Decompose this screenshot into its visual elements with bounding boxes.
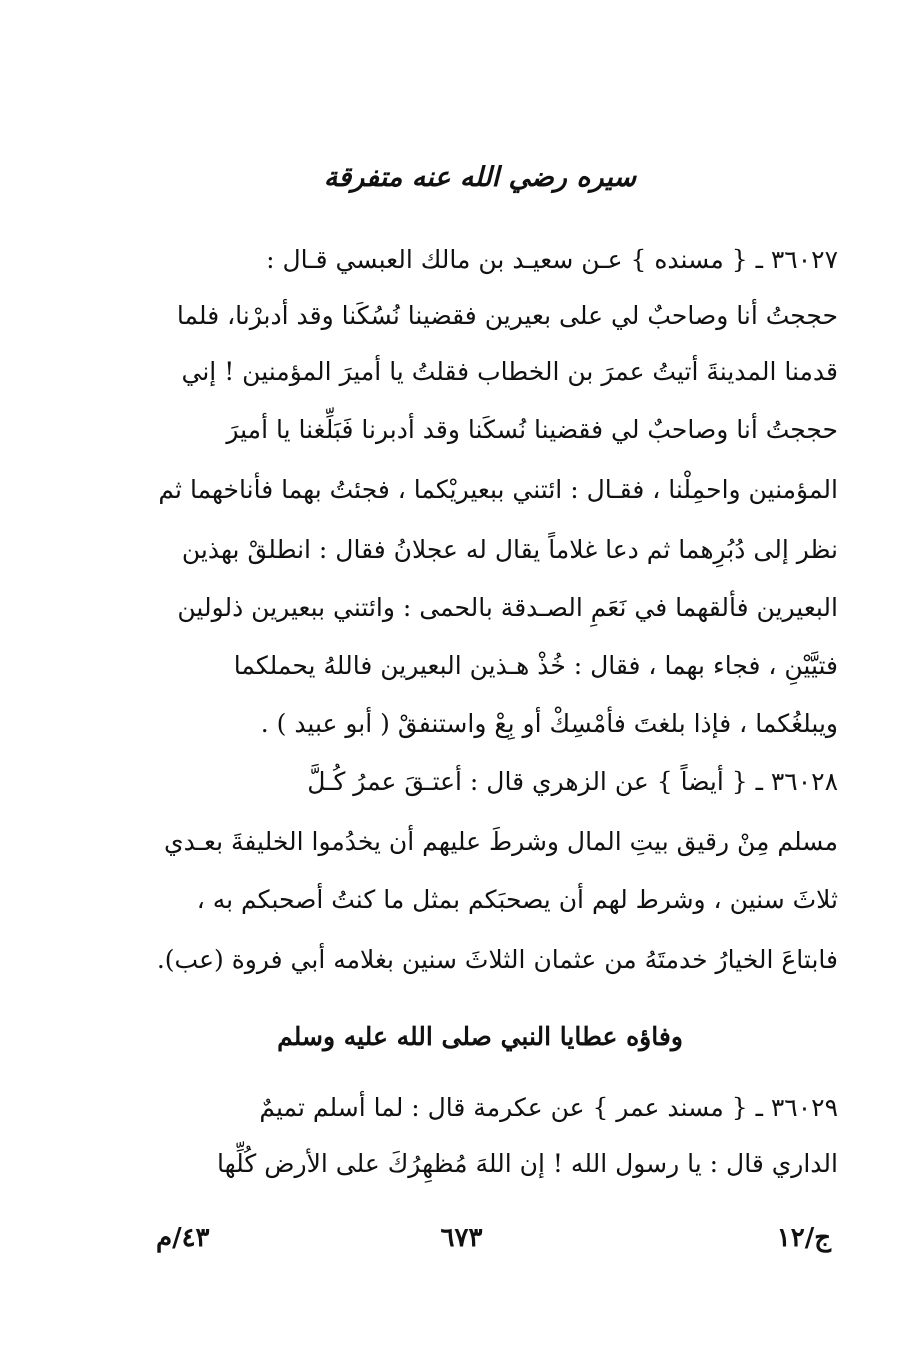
section-heading: وفاؤه عطايا النبي صلى الله عليه وسلم: [277, 1022, 683, 1051]
text-line: مسلم مِنْ رقيق بيتِ المال وشرطَ عليهم أن يخدُموا الخليفةَ بعـدي: [164, 827, 838, 856]
text-line: ٣٦٠٢٩ ـ { مسند عمر } عن عكرمة قال : لما أسلم تميمٌ: [259, 1093, 838, 1122]
text-line: حججتُ أنا وصاحبٌ لي فقضينا نُسكَنا وقد أدبرنا فَبَلِّغنا يا أميرَ: [226, 415, 838, 444]
text-line: قدمنا المدينةَ أتيتُ عمرَ بن الخطاب فقلتُ يا أميرَ المؤمنين ! إني: [181, 357, 838, 386]
text-line: نظر إلى دُبُرِهما ثم دعا غلاماً يقال له عجلانُ فقال : انطلقْ بهذين: [181, 535, 838, 564]
text-line: البعيرين فألقهما في نَعَمِ الصـدقة بالحمى : وائتني ببعيرين ذلولين: [177, 593, 838, 622]
text-line: ثلاثَ سنين ، وشرط لهم أن يصحبَكم بمثل ما كنتُ أصحبكم به ،: [196, 885, 838, 914]
section-heading: سيره رضي الله عنه متفرقة: [323, 162, 637, 193]
text-line: فتيَّيْنِ ، فجاء بهما ، فقال : خُذْ هـذين البعيرين فاللهُ يحملكما: [233, 651, 838, 680]
text-line: فابتاعَ الخيارُ خدمتَهُ من عثمان الثلاثَ سنين بغلامه أبي فروة (عب).: [156, 945, 838, 974]
text-line: المؤمنين واحمِلْنا ، فقـال : ائتني ببعيريْكما ، فجئتُ بهما فأناخهما ثم: [158, 475, 838, 504]
page-number: ٦٧٣: [440, 1223, 483, 1253]
text-line: ويبلغُكما ، فإذا بلغتَ فأمْسِكْ أو بِعْ واستنفقْ ( أبو عبيد ) .: [260, 709, 838, 738]
text-line: الداري قال : يا رسول الله ! إن اللهَ مُظهِرُكَ على الأرض كُلِّها: [217, 1149, 838, 1178]
text-line: ٣٦٠٢٨ ـ { أيضاً } عن الزهري قال : أعتـقَ عمرُ كُـلَّ: [307, 767, 838, 796]
text-line: حججتُ أنا وصاحبٌ لي على بعيرين فقضينا نُسُكَنا وقد أدبرْنا، فلما: [176, 301, 838, 330]
text-line: ٣٦٠٢٧ ـ { مسنده } عـن سعيـد بن مالك العبسي قـال :: [266, 245, 838, 274]
volume-number: ج/١٢: [776, 1223, 831, 1253]
signature-mark: ٤٣/م: [156, 1223, 210, 1253]
